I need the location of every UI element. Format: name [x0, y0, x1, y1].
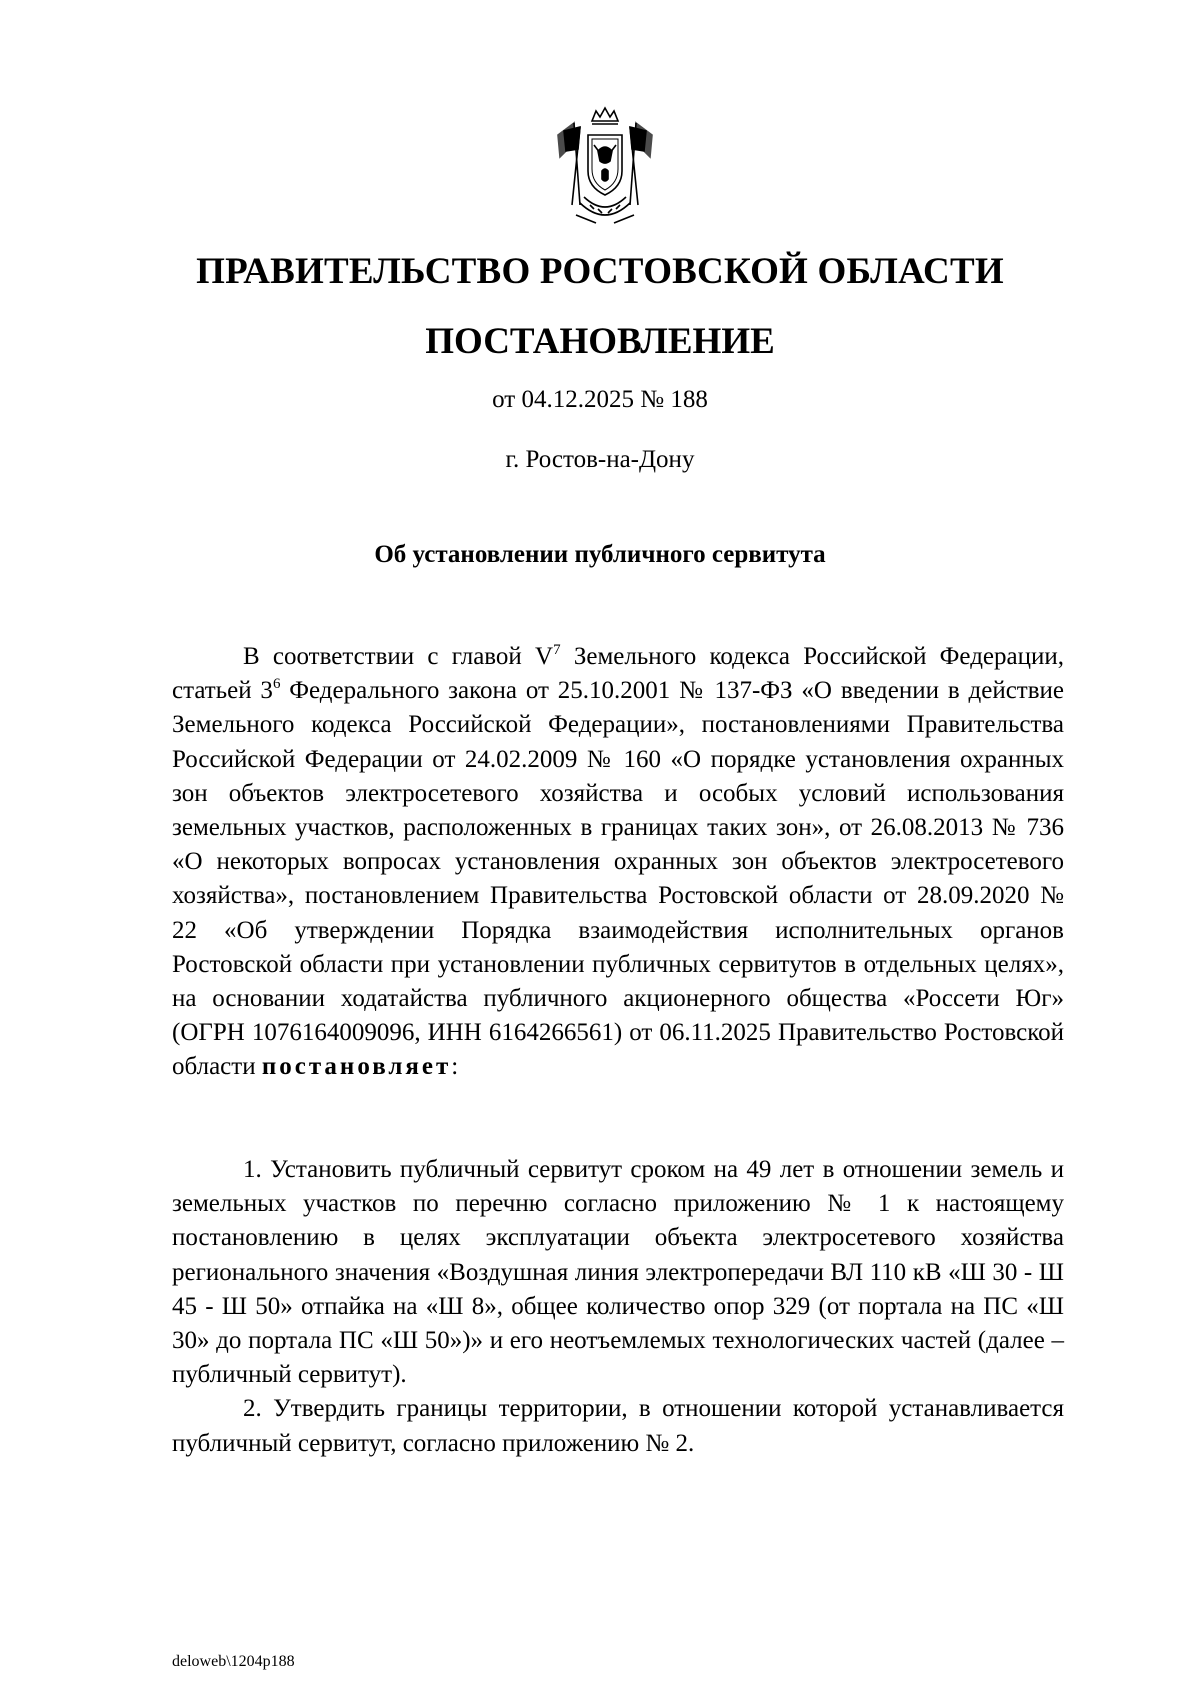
preamble-text-2: Земельного кодекса Российской Федерации, статьей 3 [172, 643, 1064, 705]
preamble-superscript-2: 6 [272, 676, 281, 693]
decree-item-2: 2. Утвердить границы территории, в отношении которой устанавливается публичный сервитут, согласно приложению № 2. [172, 1395, 1064, 1457]
footer-file-code: deloweb\1204p188 [172, 1653, 295, 1670]
preamble-superscript-1: 7 [553, 642, 561, 658]
preamble-text-3: Федерального закона от 25.10.2001 № 137-ФЗ «О введении в действие Земельного кодекса Российской Федерации», постановлениями Правительства Российской Федерации от 24.02.2009 № 160 «О порядке установления охранных зон объектов электросетевого хозяйства и особых условий использования земельных участков, расположенных в границах таких зон», от 26.08.2013 № 736 «О некоторых вопросах установления охранных зон объектов электросетевого хозяйства», постановлением Правительства Ростовской области от 28.09.2020 № 22 «Об утверждении Порядка взаимодействия исполнительных органов Ростовской области при установлении публичных сервитутов в отдельных целях», на основании ходатайства публичного акционерного общества «Россети Юг» (ОГРН 1076164009096, ИНН 6164266561) от 06.11.2025 Правительство Ростовской области [172, 677, 1064, 1081]
decree-items [172, 1153, 1064, 1461]
decree-item-1: 1. Установить публичный сервитут сроком на 49 лет в отношении земель и земельных участков по перечню согласно приложению № 1 к настоящему постановлению в целях эксплуатации объекта электросетевого хозяйства регионального значения «Воздушная линия электропередачи ВЛ 110 кВ «Ш 30 - Ш 45 - Ш 50» отпайка на «Ш 8», общее количество опор 329 (от портала на ПС «Ш 30» до портала ПС «Ш 50»)» и его неотъемлемых технологических частей (далее – публичный сервитут). [172, 1156, 1064, 1389]
rostov-oblast-coat-of-arms-icon [550, 105, 660, 230]
decree-word: постановляет [261, 1053, 452, 1081]
organization-title: ПРАВИТЕЛЬСТВО РОСТОВСКОЙ ОБЛАСТИ [196, 251, 1004, 292]
preamble-paragraph [172, 640, 1064, 1085]
document-subject: Об установлении публичного сервитута [374, 541, 826, 568]
document-type: ПОСТАНОВЛЕНИЕ [425, 321, 775, 362]
decree-colon: : [451, 1053, 459, 1081]
preamble-text-1: В соответствии с главой V [243, 643, 554, 670]
document-date-number: от 04.12.2025 № 188 [492, 386, 708, 413]
document-city: г. Ростов-на-Дону [505, 446, 695, 473]
